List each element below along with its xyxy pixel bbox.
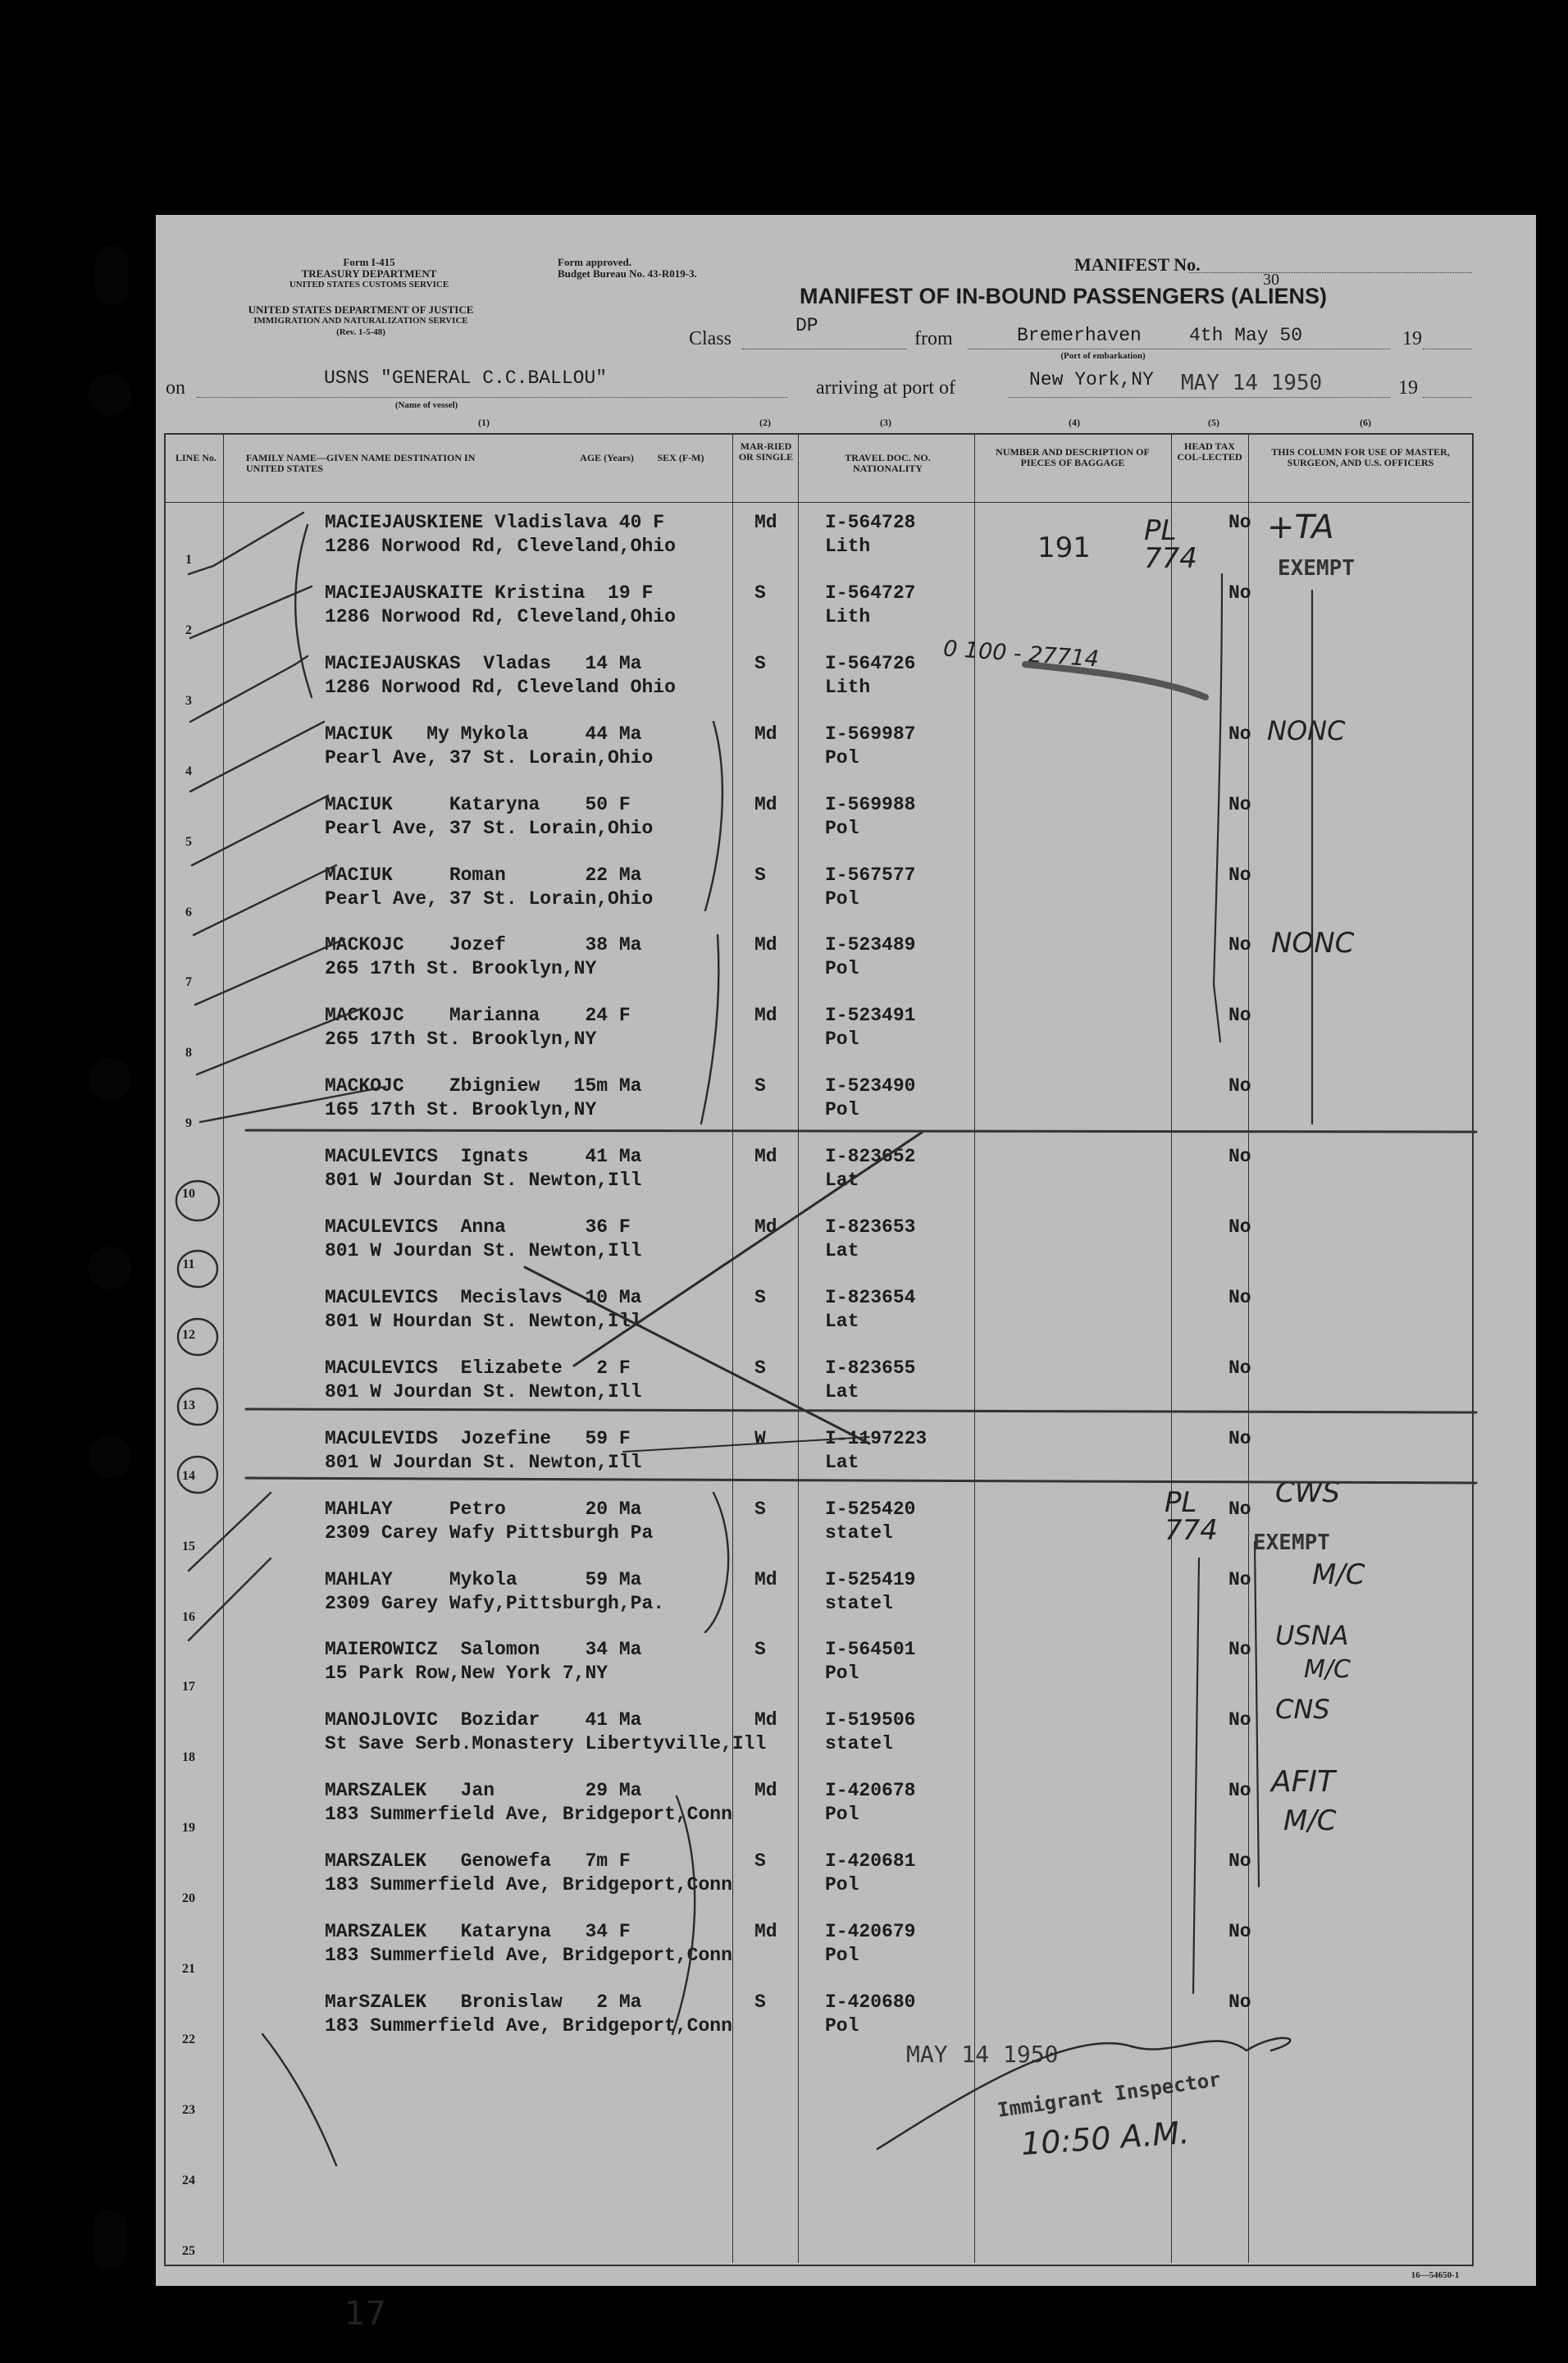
head-tax: No	[1228, 1639, 1251, 1661]
bracket	[701, 935, 718, 1124]
head-tax: No	[1228, 1850, 1251, 1873]
travel-doc-no: I-569988	[825, 793, 916, 815]
head-tax: No	[1228, 1216, 1251, 1238]
line-circle	[178, 1457, 217, 1493]
travel-doc-no: I-823653	[825, 1216, 916, 1238]
marital-status: S	[754, 1075, 766, 1097]
line-number: 8	[185, 1046, 192, 1061]
strike-line	[246, 1130, 1476, 1132]
vertical-bracket	[1214, 574, 1222, 1042]
us-destination: 1286 Norwood Rd, Cleveland Ohio	[325, 676, 676, 698]
line-number: 22	[182, 2032, 195, 2046]
line-number: 20	[182, 1891, 195, 1906]
marital-status: Md	[754, 1568, 777, 1590]
head-tax: No	[1228, 1568, 1251, 1590]
cross-out	[574, 1132, 923, 1366]
justice-dept: UNITED STATES DEPARTMENT OF JUSTICE	[248, 303, 474, 316]
cws-note: CWS	[1275, 1476, 1340, 1509]
head-tax: No	[1228, 1921, 1251, 1942]
mc-note: M/C	[1283, 1804, 1337, 1837]
nationality: Pol	[825, 1029, 859, 1051]
vertical-bracket	[1255, 1542, 1259, 1886]
checkmark	[190, 656, 308, 722]
head-tax: No	[1228, 1427, 1251, 1449]
line-number: 24	[182, 2173, 195, 2187]
us-destination: 2309 Carey Wafy Pittsburgh Pa	[325, 1521, 654, 1544]
marital-status: Md	[754, 723, 777, 745]
line-circle	[178, 1389, 217, 1425]
passenger-name: MARSZALEK Kataryna 34 F	[325, 1921, 631, 1942]
head-tax: No	[1228, 1498, 1251, 1520]
us-destination: 801 W Jourdan St. Newton,Ill	[325, 1170, 642, 1192]
class-label: Class	[689, 328, 732, 349]
nationality: Pol	[825, 1804, 859, 1826]
passenger-name: MAHLAY Mykola 59 Ma	[325, 1568, 642, 1590]
passenger-name: MACULEVICS Mecislavs 10 Ma	[325, 1286, 642, 1308]
line-number: 7	[185, 975, 192, 990]
nationality: statel	[825, 1592, 893, 1614]
strike-line	[246, 1478, 1476, 1483]
checkmark	[192, 796, 328, 865]
nationality: Pol	[825, 887, 859, 910]
nationality: Pol	[825, 746, 859, 769]
marital-status: S	[754, 652, 766, 674]
vessel-caption: (Name of vessel)	[394, 400, 458, 410]
inspection-date-stamp: MAY 14 1950	[906, 2041, 1059, 2068]
col-header-headtax: HEAD TAX COL-LECTED	[1177, 440, 1242, 463]
line-number: 10	[182, 1187, 195, 1202]
marital-status: W	[754, 1427, 766, 1449]
line-number: 1	[185, 553, 192, 567]
exempt-stamp: EXEMPT	[1253, 1530, 1330, 1555]
marital-status: S	[754, 582, 766, 604]
manifest-no-label: MANIFEST No.	[1074, 254, 1201, 275]
line-number: 5	[185, 834, 192, 849]
inspector-stamp: Immigrant Inspector	[996, 2068, 1223, 2122]
travel-doc-no: I-823654	[825, 1286, 916, 1308]
nationality: Pol	[825, 958, 859, 980]
passenger-name: MACIUK Kataryna 50 F	[325, 793, 631, 815]
passenger-name: MACULEVICS Elizabete 2 F	[325, 1357, 631, 1379]
passenger-name: MACULEVIDS Jozefine 59 F	[325, 1427, 631, 1449]
arrival-port: New York,NY	[1029, 369, 1154, 390]
head-tax: No	[1228, 1991, 1251, 2013]
line-number: 6	[185, 905, 192, 919]
col-header-married: MAR-RIED OR SINGLE	[738, 440, 794, 463]
head-tax: No	[1228, 512, 1251, 533]
cross-out	[525, 1267, 869, 1444]
head-tax: No	[1228, 1709, 1251, 1731]
line-number: 11	[182, 1257, 195, 1271]
travel-doc-no: I-823652	[825, 1146, 916, 1168]
pl-774-note: PL 774	[1144, 514, 1197, 575]
class-value: DP	[795, 315, 818, 336]
us-destination: 2309 Garey Wafy,Pittsburgh,Pa.	[325, 1592, 665, 1614]
bracket	[672, 1796, 695, 2034]
embarkation-date: 4th May 50	[1189, 325, 1303, 346]
travel-doc-no: I-567577	[825, 864, 916, 886]
travel-doc-no: I-569987	[825, 723, 916, 745]
line-number: 18	[182, 1750, 195, 1765]
us-destination: St Save Serb.Monastery Libertyville,Ill	[325, 1733, 767, 1755]
nationality: Lat	[825, 1310, 859, 1332]
passenger-name: MACIUK My Mykola 44 Ma	[325, 723, 642, 745]
nationality: Lat	[825, 1451, 859, 1473]
nationality: Pol	[825, 817, 859, 839]
nationality: Pol	[825, 1874, 859, 1896]
passenger-name: MACULEVICS Ignats 41 Ma	[325, 1146, 642, 1168]
inspection-time: 10:50 A.M.	[1019, 2114, 1191, 2163]
nationality: Lat	[825, 1170, 859, 1192]
travel-doc-no: I-523489	[825, 934, 916, 956]
col-header-travel: TRAVEL DOC. NO. NATIONALITY	[845, 452, 931, 474]
pl-774-note: PL 774	[1165, 1486, 1218, 1547]
nationality: Lat	[825, 1380, 859, 1403]
passenger-name: MACKOJC Zbigniew 15m Ma	[325, 1075, 642, 1097]
us-destination: 265 17th St. Brooklyn,NY	[325, 1029, 597, 1051]
line-circle	[178, 1251, 217, 1287]
signature	[877, 2038, 1290, 2149]
embarkation-caption: (Port of embarkation)	[1060, 351, 1146, 361]
marital-status: S	[754, 1286, 766, 1308]
line-number: 23	[182, 2102, 195, 2117]
marital-status: Md	[754, 1709, 777, 1731]
marital-status: S	[754, 1991, 766, 2013]
passenger-name: MACKOJC Marianna 24 F	[325, 1005, 631, 1027]
strike-line	[246, 1409, 1476, 1412]
line-number: 3	[185, 693, 192, 708]
line-number: 15	[182, 1539, 195, 1553]
col-number: (6)	[1360, 417, 1371, 428]
us-destination: 801 W Jourdan St. Newton,Ill	[325, 1240, 642, 1261]
line-number: 2	[185, 623, 192, 637]
ta-note: +TA	[1267, 509, 1334, 546]
checkmark	[189, 1558, 271, 1640]
travel-doc-no: I-420678	[825, 1780, 916, 1802]
marital-status: Md	[754, 512, 777, 533]
us-destination: 1286 Norwood Rd, Cleveland,Ohio	[325, 605, 676, 627]
checkmark	[194, 865, 336, 935]
nonc-note: NONC	[1271, 927, 1355, 960]
nationality: Pol	[825, 1663, 859, 1685]
col-header-officers: THIS COLUMN FOR USE OF MASTER, SURGEON, AND U.S. OFFICERS	[1271, 446, 1450, 468]
us-destination: 265 17th St. Brooklyn,NY	[325, 958, 597, 980]
vertical-bracket	[1193, 1558, 1199, 1993]
col-header-line: LINE No.	[175, 452, 217, 463]
nationality: Lith	[825, 676, 871, 698]
head-tax: No	[1228, 1357, 1251, 1379]
treasury-dept: TREASURY DEPARTMENT	[301, 267, 437, 280]
afit-note: AFIT	[1271, 1765, 1335, 1799]
nationality: Pol	[825, 2014, 859, 2037]
us-destination: 183 Summerfield Ave, Bridgeport,Conn	[325, 1945, 732, 1966]
bracket	[705, 722, 722, 910]
line-number: 4	[185, 764, 192, 778]
line-number: 9	[185, 1116, 192, 1131]
form-number: Form I-415	[343, 256, 395, 268]
head-tax: No	[1228, 1005, 1251, 1027]
head-tax: No	[1228, 793, 1251, 815]
us-destination: 183 Summerfield Ave, Bridgeport,Conn	[325, 2014, 732, 2037]
head-tax: No	[1228, 864, 1251, 886]
usna-note: USNA	[1275, 1620, 1349, 1651]
baggage-ref: 0 100 - 27714	[942, 636, 1100, 673]
cross-out	[623, 1437, 869, 1452]
us-destination: 801 W Hourdan St. Newton,Ill	[325, 1310, 642, 1332]
line-number: 16	[182, 1609, 195, 1624]
passenger-name: MARSZALEK Jan 29 Ma	[325, 1780, 642, 1802]
cns-note: CNS	[1275, 1694, 1330, 1725]
passenger-name: MACKOJC Jozef 38 Ma	[325, 934, 642, 956]
nationality: statel	[825, 1733, 893, 1755]
line-number: 19	[182, 1821, 195, 1836]
passenger-name: MAHLAY Petro 20 Ma	[325, 1498, 642, 1520]
passenger-name: MarSZALEK Bronislaw 2 Ma	[325, 1991, 642, 2013]
nationality: Pol	[825, 1099, 859, 1121]
travel-doc-no: I-564726	[825, 652, 916, 674]
passenger-name: MANOJLOVIC Bozidar 41 Ma	[325, 1709, 642, 1731]
marital-status: Md	[754, 934, 777, 956]
col-header-baggage: NUMBER AND DESCRIPTION OF PIECES OF BAGGAGE	[996, 446, 1150, 468]
us-destination: Pearl Ave, 37 St. Lorain,Ohio	[325, 887, 654, 910]
bracket	[295, 525, 312, 697]
marital-status: Md	[754, 1921, 777, 1942]
ins-service: IMMIGRATION AND NATURALIZATION SERVICE	[253, 316, 468, 326]
head-tax: No	[1228, 1780, 1251, 1802]
nationality: Pol	[825, 1945, 859, 1966]
manifest-no: 30	[1263, 271, 1279, 289]
line-number: 21	[182, 1962, 195, 1976]
line-number: 14	[182, 1468, 195, 1483]
check-22	[262, 2034, 336, 2165]
travel-doc-no: I-564728	[825, 512, 916, 533]
marital-status: S	[754, 1850, 766, 1873]
checkmark	[190, 722, 324, 791]
nationality: Lith	[825, 536, 871, 557]
form-code: 16—54650-1	[1411, 2270, 1460, 2280]
marital-status: Md	[754, 1216, 777, 1238]
passenger-name: MACIEJAUSKAS Vladas 14 Ma	[325, 652, 642, 674]
on-label: on	[166, 377, 185, 399]
us-destination: 801 W Jourdan St. Newton,Ill	[325, 1451, 642, 1473]
budget-bureau: Budget Bureau No. 43-R019-3.	[558, 267, 697, 280]
passenger-name: MACIUK Roman 22 Ma	[325, 864, 642, 886]
checkmark	[189, 513, 303, 574]
travel-doc-no: I-823655	[825, 1357, 916, 1379]
marital-status: Md	[754, 793, 777, 815]
marital-status: S	[754, 1639, 766, 1661]
col-number: (4)	[1069, 417, 1080, 428]
form-approved: Form approved.	[558, 256, 632, 268]
travel-doc-no: I-564501	[825, 1639, 916, 1661]
head-tax: No	[1228, 1286, 1251, 1308]
from-label: from	[914, 328, 953, 349]
us-destination: 165 17th St. Brooklyn,NY	[325, 1099, 597, 1121]
travel-doc-no: I-525419	[825, 1568, 916, 1590]
marital-status: S	[754, 1498, 766, 1520]
bracket	[705, 1493, 728, 1632]
col-header-age: AGE (Years)	[580, 452, 634, 463]
line-number: 17	[182, 1680, 195, 1695]
line-circle	[176, 1181, 219, 1220]
travel-doc-no: I-1197223	[825, 1427, 928, 1449]
us-destination: 1286 Norwood Rd, Cleveland,Ohio	[325, 536, 676, 557]
us-destination: 183 Summerfield Ave, Bridgeport,Conn	[325, 1804, 732, 1826]
mc-note: M/C	[1312, 1558, 1365, 1591]
vessel-name: USNS "GENERAL C.C.BALLOU"	[324, 367, 608, 389]
marital-status: S	[754, 864, 766, 886]
line-number: 25	[182, 2243, 195, 2258]
head-tax: No	[1228, 1075, 1251, 1097]
arrival-date-stamp: MAY 14 1950	[1181, 371, 1323, 395]
passenger-name: MACULEVICS Anna 36 F	[325, 1216, 631, 1238]
line-number: 12	[182, 1327, 195, 1342]
travel-doc-no: I-420679	[825, 1921, 916, 1942]
passenger-name: MARSZALEK Genowefa 7m F	[325, 1850, 631, 1873]
pencil-scribble	[1025, 664, 1206, 697]
passenger-name: MACIEJAUSKIENE Vladislava 40 F	[325, 512, 665, 533]
mc-note: M/C	[1304, 1655, 1351, 1684]
line-circle	[178, 1319, 217, 1355]
passenger-name: MACIEJAUSKAITE Kristina 19 F	[325, 582, 654, 604]
passenger-name: MAIEROWICZ Salomon 34 Ma	[325, 1639, 642, 1661]
nationality: Lith	[825, 605, 871, 627]
nationality: statel	[825, 1521, 893, 1544]
us-destination: 801 W Jourdan St. Newton,Ill	[325, 1380, 642, 1403]
year-prefix: 19	[1402, 328, 1422, 349]
page-title: MANIFEST OF IN-BOUND PASSENGERS (ALIENS)	[800, 284, 1328, 308]
us-destination: Pearl Ave, 37 St. Lorain,Ohio	[325, 817, 654, 839]
col-header-name: FAMILY NAME—GIVEN NAME DESTINATION IN UNITED STATES	[246, 452, 476, 474]
travel-doc-no: I-519506	[825, 1709, 916, 1731]
travel-doc-no: I-523490	[825, 1075, 916, 1097]
marital-status: Md	[754, 1146, 777, 1168]
col-header-sex: SEX (F-M)	[657, 452, 704, 463]
nonc-note: NONC	[1267, 715, 1346, 746]
checkmark	[197, 1009, 361, 1074]
col-number: (5)	[1208, 417, 1219, 428]
col-number: (3)	[880, 417, 891, 428]
line-number: 13	[182, 1398, 195, 1412]
marital-status: S	[754, 1357, 766, 1379]
col-number: (2)	[759, 417, 771, 428]
checkmark	[200, 1087, 385, 1122]
customs-service: UNITED STATES CUSTOMS SERVICE	[289, 280, 449, 290]
us-destination: 183 Summerfield Ave, Bridgeport,Conn	[325, 1874, 732, 1896]
col-number: (1)	[478, 417, 490, 428]
exempt-stamp: EXEMPT	[1278, 556, 1355, 581]
travel-doc-no: I-523491	[825, 1005, 916, 1027]
head-tax: No	[1228, 723, 1251, 745]
head-tax: No	[1228, 934, 1251, 956]
year-prefix-2: 19	[1398, 377, 1418, 399]
head-tax: No	[1228, 582, 1251, 604]
arriving-label: arriving at port of	[816, 377, 955, 399]
baggage-count: 191	[1037, 531, 1091, 564]
checkmark	[189, 1493, 271, 1571]
us-destination: 15 Park Row,New York 7,NY	[325, 1663, 609, 1685]
checkmark	[190, 586, 312, 638]
travel-doc-no: I-564727	[825, 582, 916, 604]
us-destination: Pearl Ave, 37 St. Lorain,Ohio	[325, 746, 654, 769]
travel-doc-no: I-420680	[825, 1991, 916, 2013]
marital-status: Md	[754, 1780, 777, 1802]
revision: (Rev. 1-5-48)	[336, 327, 385, 337]
nationality: Lat	[825, 1240, 859, 1261]
travel-doc-no: I-525420	[825, 1498, 916, 1520]
page-mark: 17	[344, 2295, 386, 2333]
port-of-embarkation: Bremerhaven	[1017, 325, 1142, 346]
checkmark	[195, 939, 344, 1005]
head-tax: No	[1228, 1146, 1251, 1168]
travel-doc-no: I-420681	[825, 1850, 916, 1873]
marital-status: Md	[754, 1005, 777, 1027]
